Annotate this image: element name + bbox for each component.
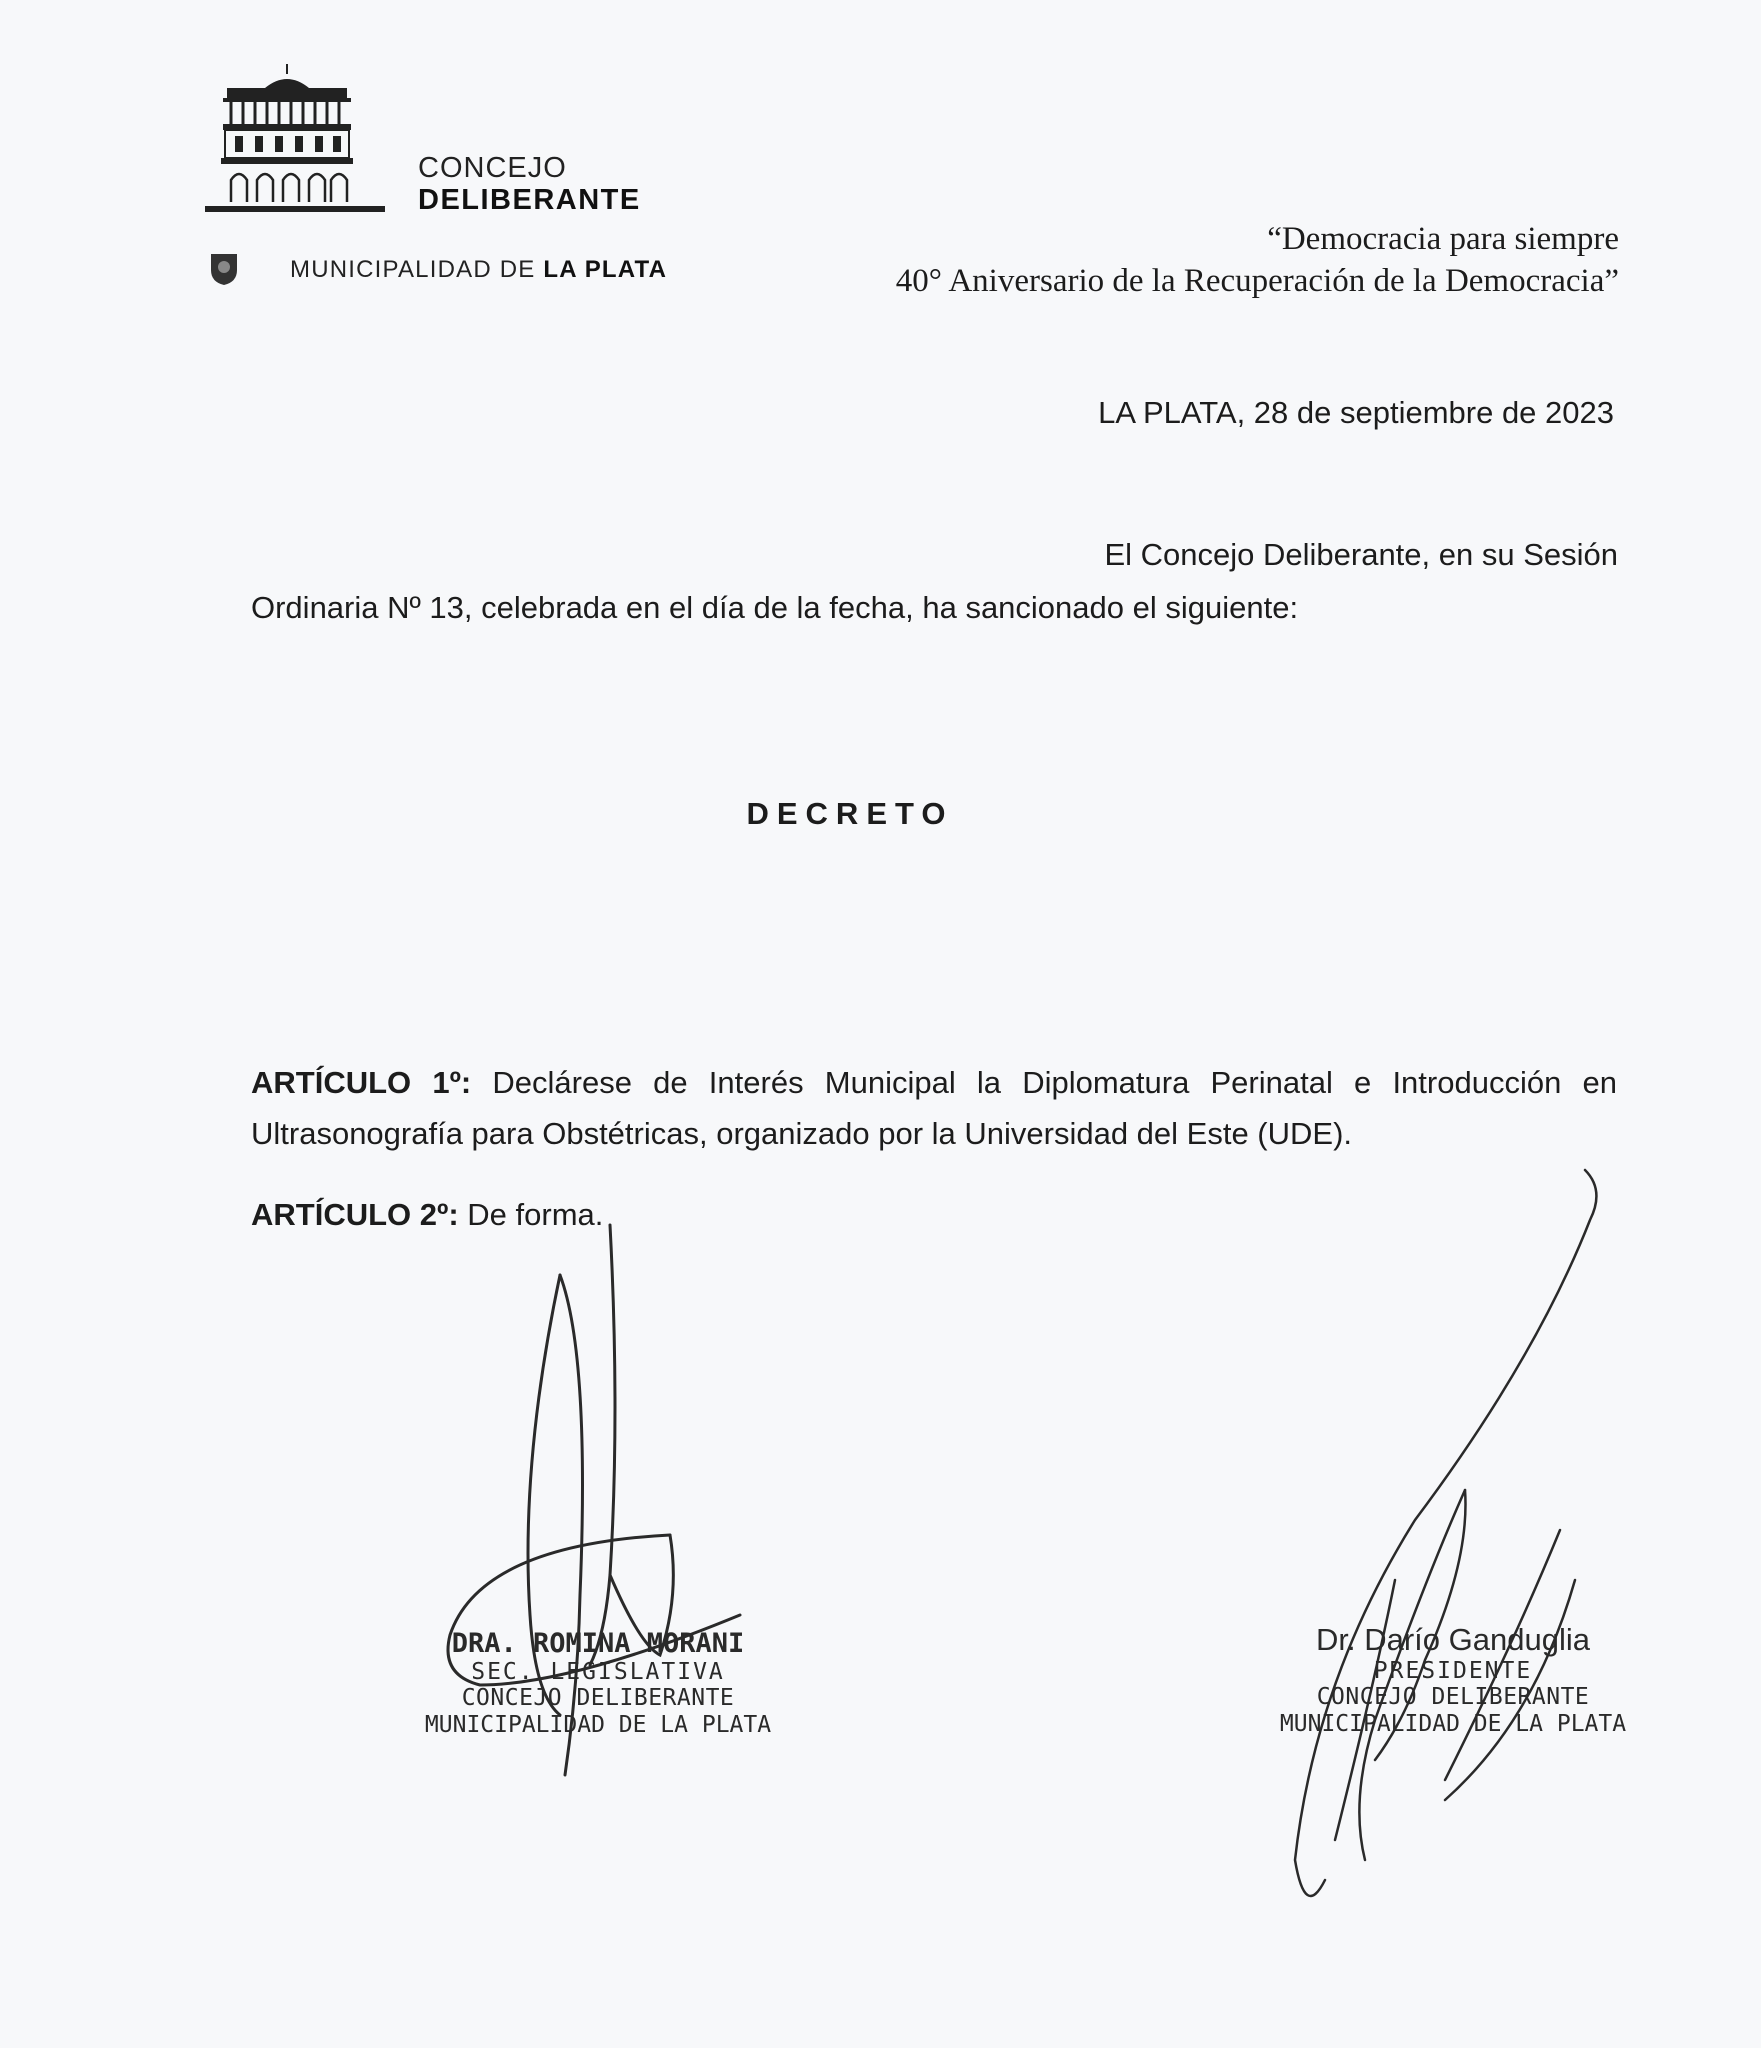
article-2 — [251, 1197, 603, 1233]
article-1 — [251, 1057, 1617, 1159]
signer-left-name: DRA. ROMINA MORANI — [451, 1628, 745, 1659]
logo-line-concejo: CONCEJO — [418, 152, 567, 184]
article-1-text: Declárese de Interés Municipal la Diplomatura Perinatal e Introducción en Ultrasonografía para Obstétricas, organizado por la Universidad del Este (UDE). — [251, 1065, 1617, 1151]
logo-line-deliberante: DELIBERANTE — [418, 184, 641, 217]
signer-left-municipality: MUNICIPALIDAD DE LA PLATA — [424, 1711, 772, 1738]
intro-line-1: El Concejo Deliberante, en su Sesión — [1104, 537, 1618, 572]
signer-right-municipality: MUNICIPALIDAD DE LA PLATA — [1279, 1710, 1627, 1737]
signature-stamp-left — [418, 1628, 778, 1738]
signature-right-scribble — [1255, 1160, 1615, 1920]
signer-right-role: PRESIDENTE — [1373, 1657, 1533, 1684]
date-line: LA PLATA, 28 de septiembre de 2023 — [1098, 395, 1614, 430]
motto-line-2: 40° Aniversario de la Recuperación de la Democracia” — [895, 263, 1619, 300]
article-1-label: ARTÍCULO 1º: — [251, 1065, 472, 1100]
building-logo-icon — [205, 62, 385, 222]
signer-right-name: Dr. Darío Ganduglia — [1316, 1622, 1590, 1657]
intro-line-2: Ordinaria Nº 13, celebrada en el día de la fecha, ha sancionado el siguiente: — [251, 590, 1299, 625]
signature-stamp-right — [1268, 1622, 1638, 1737]
motto — [896, 218, 1619, 302]
signer-left-role: SEC. LEGISLATIVA — [471, 1659, 725, 1686]
document-title: DECRETO — [746, 796, 954, 831]
municipality-name: LA PLATA — [543, 256, 668, 283]
institution-logotype — [418, 152, 641, 217]
signer-right-org: CONCEJO DELIBERANTE — [1316, 1684, 1590, 1711]
signer-left-org: CONCEJO DELIBERANTE — [461, 1685, 735, 1712]
municipal-seal-icon — [208, 250, 240, 286]
municipality-prefix: MUNICIPALIDAD DE — [290, 256, 536, 283]
article-2-text: De forma. — [467, 1197, 604, 1232]
article-2-label: ARTÍCULO 2º: — [251, 1197, 459, 1232]
motto-line-1: “Democracia para siempre — [1267, 221, 1619, 257]
municipality-label — [290, 256, 667, 284]
